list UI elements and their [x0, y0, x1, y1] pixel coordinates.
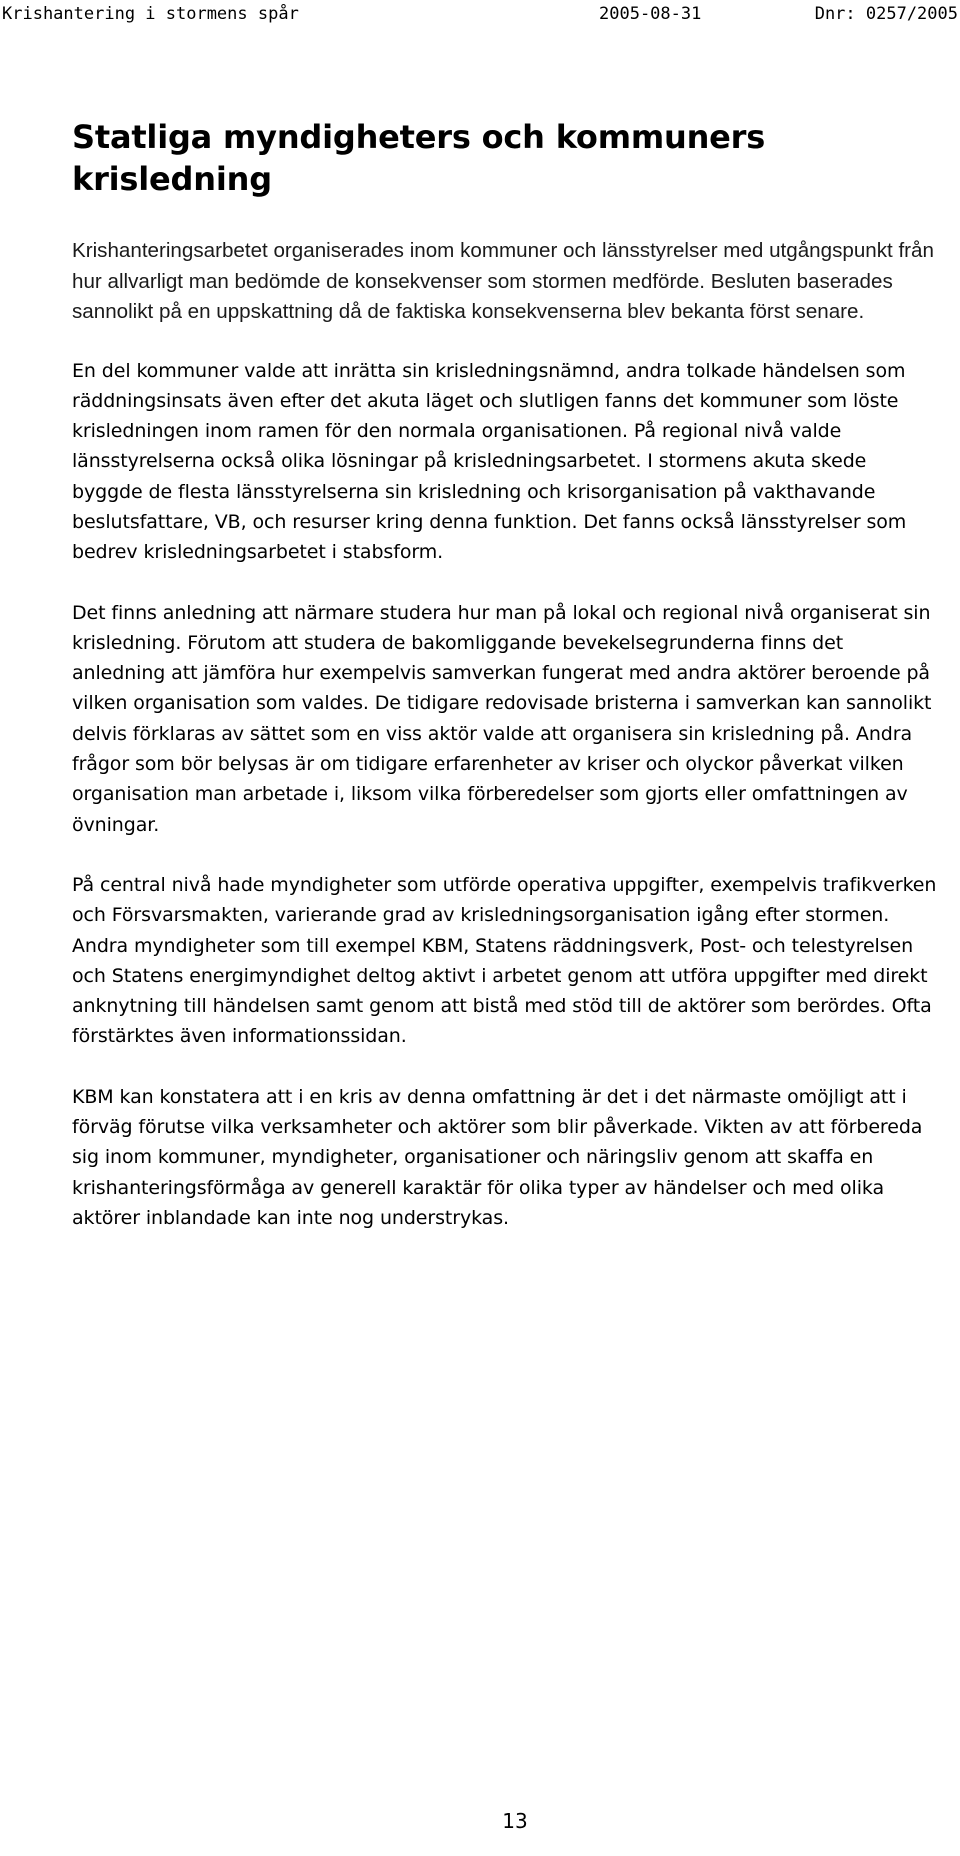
paragraph: På central nivå hade myndigheter som utförde operativa uppgifter, exempelvis trafikverken och Försvarsmakten, varierande grad av krisledningsorganisation igång efter stormen. Andra myndigheter som till exempel KBM, Statens räddningsverk, Post- och telestyrelsen och Statens energimyndighet deltog aktivt i arbetet genom att utföra uppgifter med direkt anknytning till händelsen samt genom att bistå med stöd till de aktörer som berördes. Ofta förstärktes även informationssidan. — [72, 873, 937, 1048]
section-title: Statliga myndigheters och kommuners krisledning — [72, 118, 766, 198]
page-header — [0, 0, 960, 28]
document-body — [72, 116, 942, 1263]
page-number: 13 — [502, 1809, 528, 1833]
paragraph: KBM kan konstatera att i en kris av denna omfattning är det i det närmaste omöjligt att i förväg förutse vilka verksamheter och aktörer som blir påverkade. Vikten av att förbereda sig inom kommuner, myndigheter, organisationer och näringsliv genom att skaffa en krishanteringsförmåga av generell karaktär för olika typer av händelser och med olika aktörer inblandade kan inte nog understrykas. — [72, 1085, 923, 1229]
paragraph: Det finns anledning att närmare studera hur man på lokal och regional nivå organiserat sin krisledning. Förutom att studera de bakomliggande bevekelsegrunderna finns det anledning att jämföra hur exempelvis samverkan fungerat med andra aktörer beroende på vilken organisation som valdes. De tidigare redovisade bristerna i samverkan kan sannolikt delvis förklaras av sättet som en viss aktör valde att organisera sin krisledning på. Andra frågor som bör belysas är om tidigare erfarenheter av kriser och olyckor påverkat vilken organisation man arbetade i, liksom vilka förberedelser som gjorts eller omfattningen av övningar. — [72, 601, 932, 836]
header-date: 2005-08-31 — [599, 4, 702, 24]
paragraph-intro: Krishanteringsarbetet organiserades inom kommuner och länsstyrelser med utgångspunkt från hur allvarligt man bedömde de konsekvenser som stormen medförde. Besluten baserades sannolikt på en uppskattning då de faktiska konsekvenserna blev bekanta först senare. — [72, 239, 934, 323]
header-document-title: Krishantering i stormens spår — [2, 4, 299, 24]
header-registration-number: Dnr: 0257/2005 — [814, 4, 958, 24]
paragraph: En del kommuner valde att inrätta sin krisledningsnämnd, andra tolkade händelsen som räddningsinsats även efter det akuta läget och slutligen fanns det kommuner som löste krisledningen inom ramen för den normala organisationen. På regional nivå valde länsstyrelserna också olika lösningar på krisledningsarbetet. I stormens akuta skede byggde de flesta länsstyrelserna sin krisledning och krisorganisation på vakthavande beslutsfattare, VB, och resurser kring denna funktion. Det fanns också länsstyrelser som bedrev krisledningsarbetet i stabsform. — [72, 359, 907, 564]
